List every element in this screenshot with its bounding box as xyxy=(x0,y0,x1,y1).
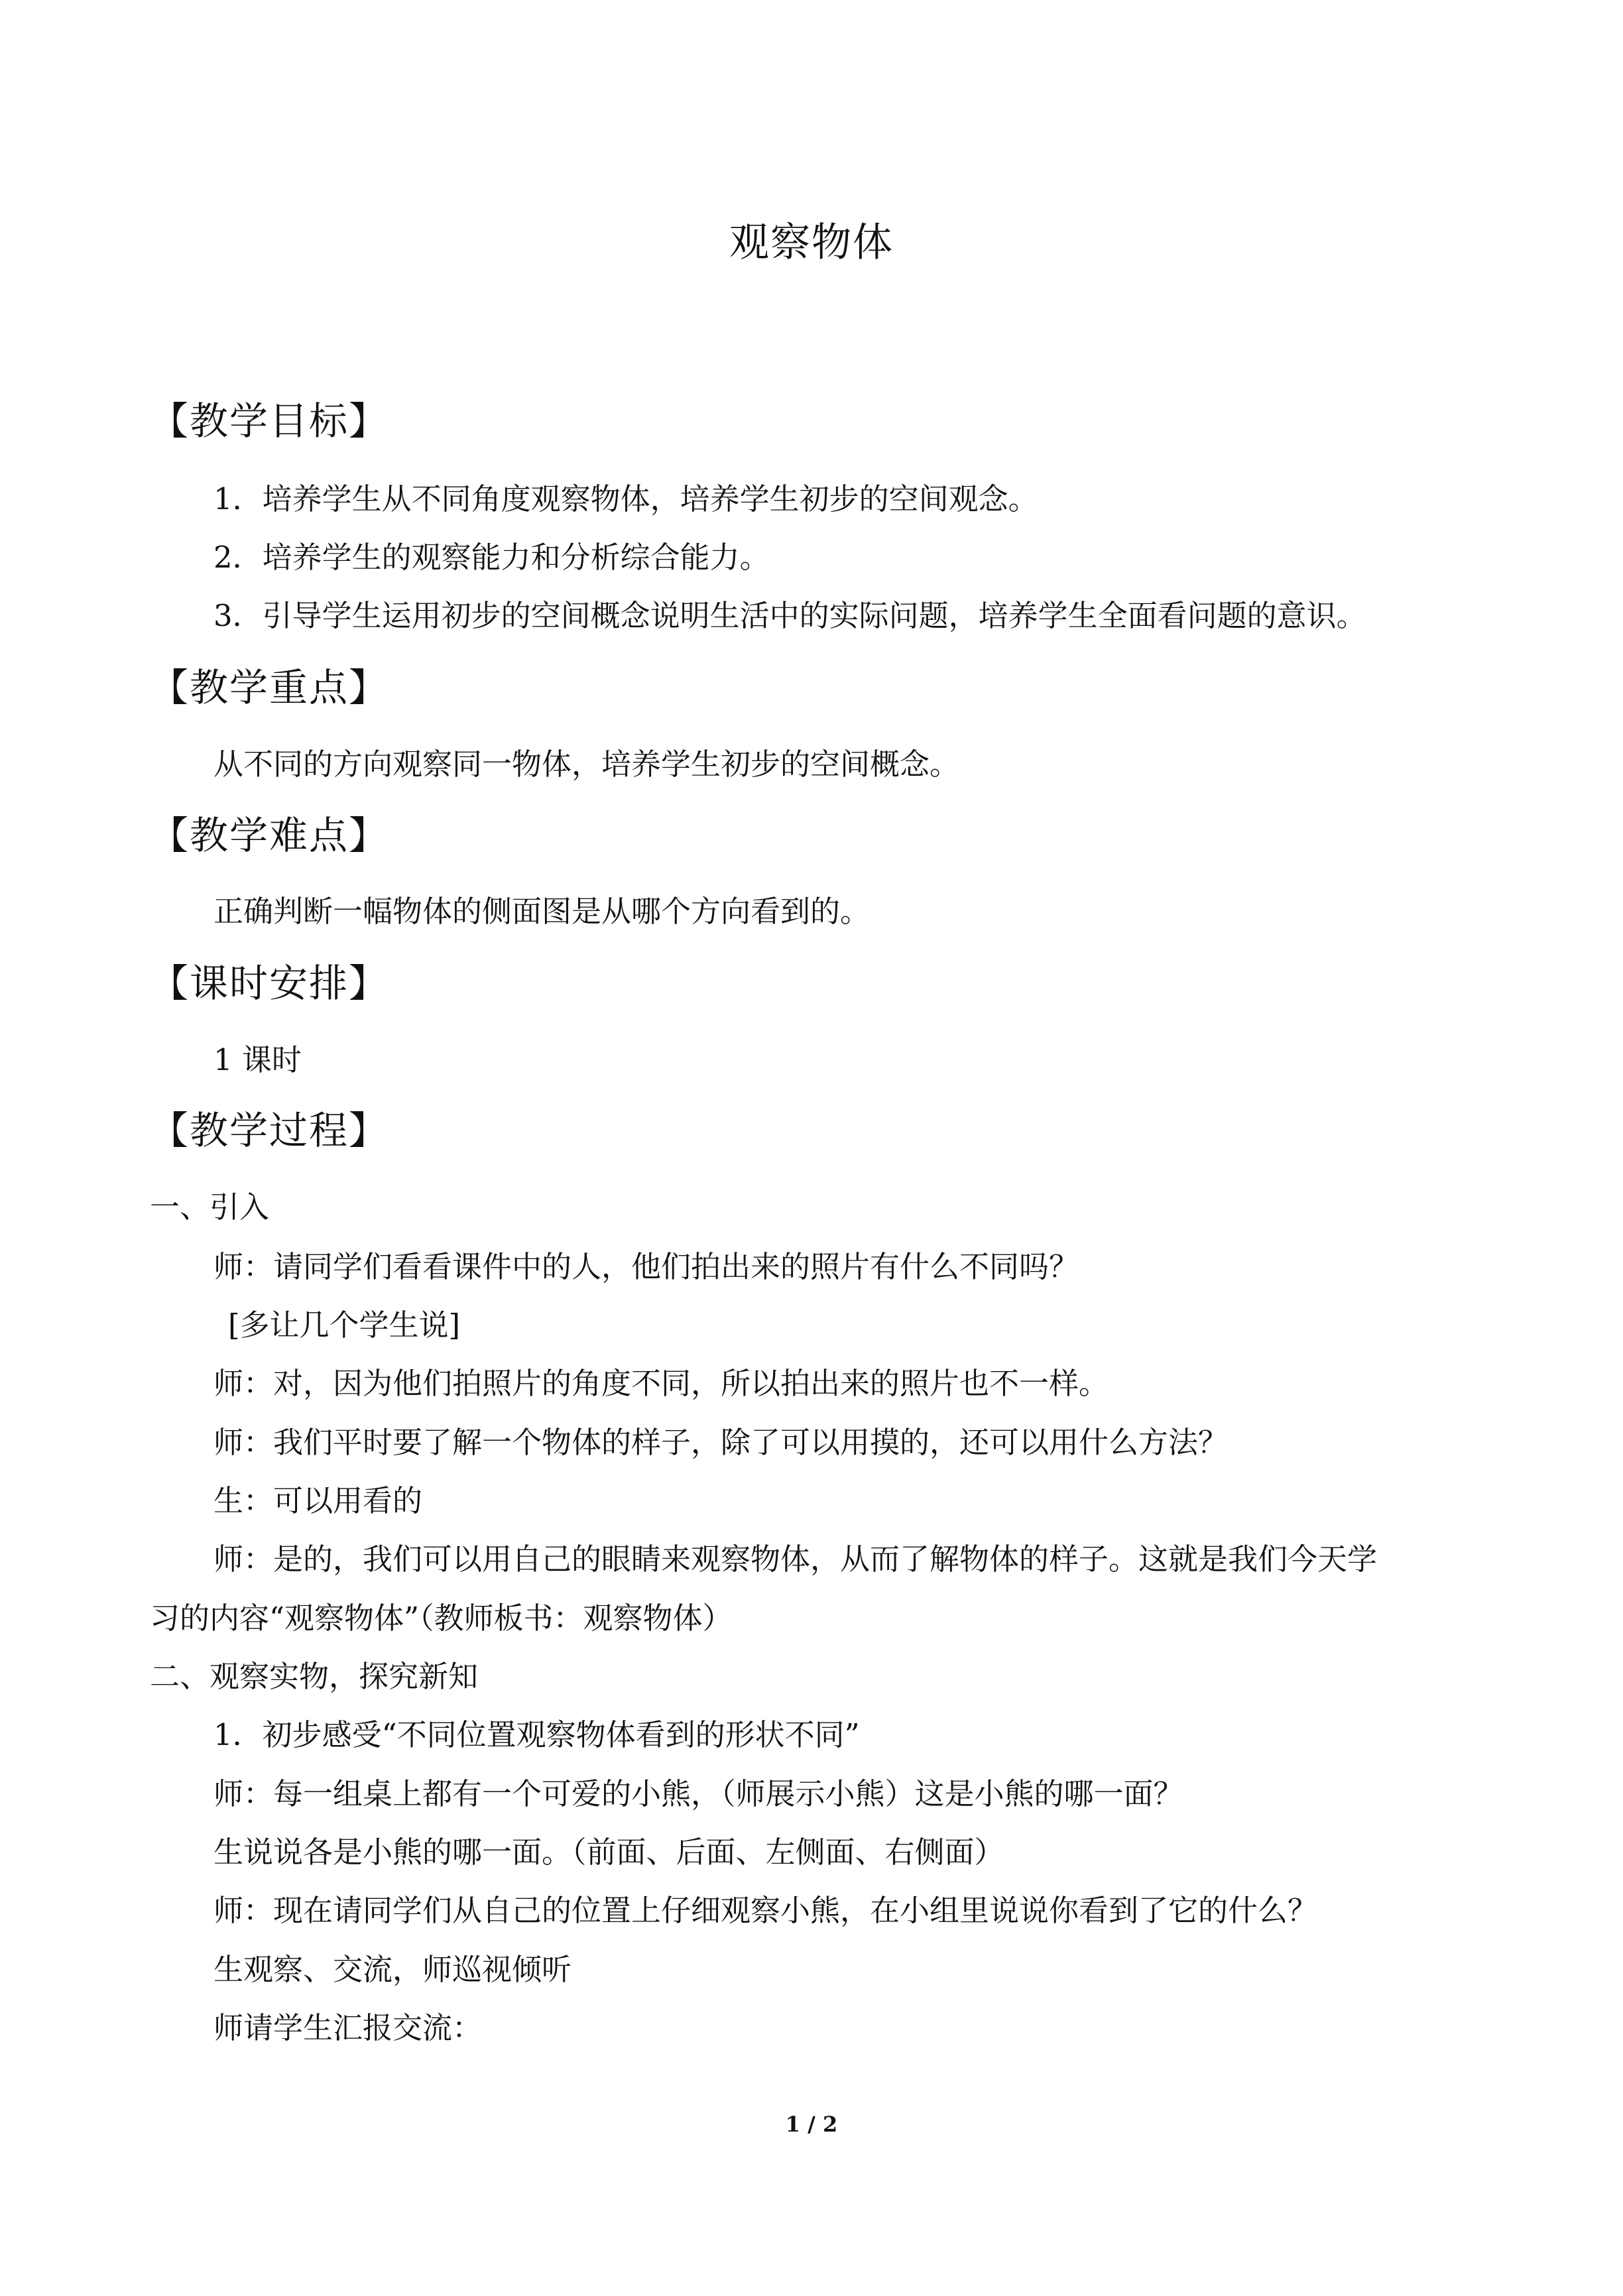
page-number: 1 / 2 xyxy=(785,2112,838,2137)
heading-key-points: 【教学重点】 xyxy=(150,665,389,710)
heading-difficulties: 【教学难点】 xyxy=(150,813,389,858)
key-points-text: 从不同的方向观察同一物体，培养学生初步的空间概念。 xyxy=(213,747,960,782)
heading-objectives: 【教学目标】 xyxy=(150,398,389,444)
section-2-line: 师请学生汇报交流： xyxy=(213,2010,483,2045)
section-2-line: 生观察、交流，师巡视倾听 xyxy=(213,1952,572,1987)
document-title: 观察物体 xyxy=(729,219,894,266)
section-1-line: 师：是的，我们可以用自己的眼睛来观察物体，从而了解物体的样子。这就是我们今天学 xyxy=(213,1541,1378,1577)
heading-schedule: 【课时安排】 xyxy=(150,961,389,1006)
section-1-line: 习的内容“观察物体”（教师板书：观察物体） xyxy=(150,1601,733,1636)
section-2-line: 1．初步感受“不同位置观察物体看到的形状不同” xyxy=(213,1717,860,1752)
objective-item-3: 3．引导学生运用初步的空间概念说明生活中的实际问题，培养学生全面看问题的意识。 xyxy=(213,598,1366,633)
section-1-line: 师：请同学们看看课件中的人，他们拍出来的照片有什么不同吗？ xyxy=(213,1249,1079,1284)
section-1-line: 师：对，因为他们拍照片的角度不同，所以拍出来的照片也不一样。 xyxy=(213,1366,1109,1401)
section-1-line: [多让几个学生说] xyxy=(228,1307,461,1343)
section-2-title: 二、观察实物，探究新知 xyxy=(150,1659,479,1694)
objective-item-1: 1．培养学生从不同角度观察物体，培养学生初步的空间观念。 xyxy=(213,481,1038,516)
section-2-line: 师：每一组桌上都有一个可爱的小熊，（师展示小熊）这是小熊的哪一面？ xyxy=(213,1776,1183,1811)
schedule-text: 1 课时 xyxy=(213,1042,302,1077)
heading-process: 【教学过程】 xyxy=(150,1108,389,1153)
section-1-line: 生：可以用看的 xyxy=(213,1483,423,1518)
section-2-line: 师：现在请同学们从自己的位置上仔细观察小熊，在小组里说说你看到了它的什么？ xyxy=(213,1893,1318,1928)
section-1-title: 一、引入 xyxy=(150,1189,270,1225)
difficulties-text: 正确判断一幅物体的侧面图是从哪个方向看到的。 xyxy=(213,894,871,929)
section-2-line: 生说说各是小熊的哪一面。（前面、后面、左侧面、右侧面） xyxy=(213,1835,1004,1870)
objective-item-2: 2．培养学生的观察能力和分析综合能力。 xyxy=(213,540,770,575)
section-1-line: 师：我们平时要了解一个物体的样子，除了可以用摸的，还可以用什么方法？ xyxy=(213,1425,1229,1460)
